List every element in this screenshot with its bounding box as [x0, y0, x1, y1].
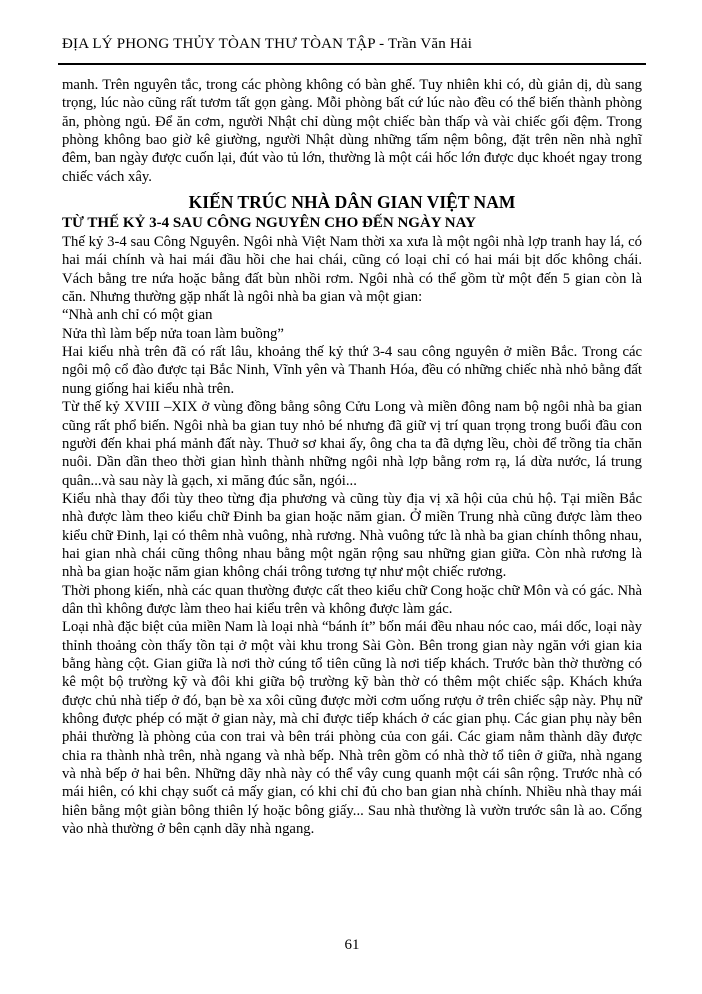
- page-body: [62, 76, 642, 838]
- section-subtitle: TỪ THẾ KỶ 3-4 SAU CÔNG NGUYÊN CHO ĐẾN NGÀY NAY: [62, 215, 476, 232]
- page-footer: [62, 937, 642, 954]
- paragraph-japanese-house-continuation: manh. Trên nguyên tắc, trong các phòng không có bàn ghế. Tuy nhiên khi có, dù giản dị, dù sang trọng, lúc nào cũng rất tươm tất gọn gàng. Mỗi phòng bất cứ lúc nào đều có thể biến thành phòng ăn, phòng ngủ. Để ăn cơm, người Nhật chỉ dùng một chiếc bàn thấp và vài chiếc gối đệm. Trong phòng không bao giờ kê giường, người Nhật dùng những tấm nệm bông, đặt trên nền nhà nghĩ đêm, ban ngày được cuốn lại, đút vào tủ lớn, thường là một cái hốc lớn được dục khoét ngay trong chiếc vách xây.: [62, 77, 642, 185]
- paragraph-southern-banh-it-house: Loại nhà đặc biệt của miền Nam là loại nhà “bánh ít” bốn mái đều nhau nóc cao, mái dốc, loại này thỉnh thoảng còn thấy tồn tại ở một vài khu trong Sài Gòn. Bên trong gian này ngăn với gian kia bằng hàng cột. Gian giữa là nơi thờ cúng tổ tiên cũng là nơi tiếp khách. Trước bàn thờ thường có kê một bộ trường kỹ và đôi khi giữa bộ trường kỹ bàn thờ có thêm một chiếc sập. Khách khứa được chủ nhà tiếp ở đó, bạn bè xa xôi cũng được mời cơm uống rượu ở trên chiếc sập này. Phụ nữ không được phép có mặt ở gian này, mà chỉ được tiếp khách ở các gian phụ. Các gian phụ này bên phải thường là phòng của con trai và bên trái phòng của con gái. Các giam nằm thành dãy được chia ra thành nhà trên, nhà ngang và nhà bếp. Nhà trên gồm có nhà thờ tổ tiên ở giữa, nhà ngang và nhà bếp ở hai bên. Những dãy nhà này có thể vây cung quanh một cái sân rộng. Trước nhà có mái hiên, có khi chạy suốt cả mấy gian, có khi chỉ đủ cho ban gian nhà chính. Nhiều nhà thay mái hiên bằng một giàn bông thiên lý hoặc bông giấy... Sau nhà thường là vườn trước sân là ao. Cổng vào nhà thường ở bên cạnh dãy nhà ngang.: [62, 619, 642, 838]
- paragraph-ancient-tombs: Hai kiểu nhà trên đã có rất lâu, khoảng thế kỷ thứ 3-4 sau công nguyên ở miền Bắc. Trong các ngôi mộ cổ đào được tại Bắc Ninh, Vĩnh yên và Thanh Hóa, đều có những chiếc nhà nhỏ bằng đất nung giống hai kiểu nhà trên.: [62, 344, 642, 397]
- page-number: 61: [344, 937, 360, 953]
- page-header: [62, 34, 642, 65]
- paragraph-feudal-rules: Thời phong kiến, nhà các quan thường được cất theo kiểu chữ Cong hoặc chữ Môn và có gác. Nhà dân thì không được làm theo hai kiểu trên và không được làm gác.: [62, 582, 642, 617]
- header-divider: [58, 63, 646, 65]
- verse-line-2: Nửa thì làm bếp nửa toan làm buồng”: [62, 325, 284, 342]
- paragraph-early-house: Thế kỷ 3-4 sau Công Nguyên. Ngôi nhà Việt Nam thời xa xưa là một ngôi nhà lợp tranh hay lá, có hai mái chính và hai mái đầu hồi che hai chái, cũng có loại chỉ có hai mái bịt dốc không chái. Vách bằng tre nứa hoặc bằng đất bùn nhồi rơm. Ngôi nhà có thể gồm từ một đến 5 gian còn là căn. Nhưng thường gặp nhất là ngôi nhà ba gian và một gian:: [62, 234, 642, 306]
- verse-line-1: “Nhà anh chỉ có một gian: [62, 307, 213, 324]
- paragraph-regional-styles: Kiểu nhà thay đổi tùy theo từng địa phương và cũng tùy địa vị xã hội của chủ hộ. Tại miền Bắc nhà được làm theo kiểu chữ Đinh ba gian hoặc năm gian. Ở miền Trung nhà cũng được làm theo kiểu chữ Đinh, lại có thêm nhà vuông, nhà rương. Nhà vuông tức là nhà ba gian chính thông nhau, hai gian nhà chái cũng thông nhau bằng một ngăn rộng sau những gian giữa. Còn nhà rương là nhà ba gian hoặc năm gian không chái trông tương tự như một chiếc rương.: [62, 490, 642, 581]
- section-title: KIẾN TRÚC NHÀ DÂN GIAN VIỆT NAM: [188, 192, 516, 213]
- running-head-title: ĐỊA LÝ PHONG THỦY TÒAN THƯ TÒAN TẬP - Trần Văn Hải: [62, 36, 473, 52]
- paragraph-mekong-houses: Từ thế kỷ XVIII –XIX ở vùng đồng bằng sông Cửu Long và miền đông nam bộ ngôi nhà ba gian cũng rất phổ biến. Ngôi nhà ba gian tuy nhỏ bé nhưng đã giữ vị trí quan trọng trong buổi đầu con người đến khai phá mảnh đất này. Thuở sơ khai ấy, ông cha ta đã dựng lều, chòi để trồng tỉa chăn nuôi. Dần dần theo thời gian hình thành những ngôi nhà lợp bằng rơm rạ, lá dừa nước, lá trung quân...và sau này là gạch, xi măng đúc sẵn, ngói...: [62, 399, 642, 489]
